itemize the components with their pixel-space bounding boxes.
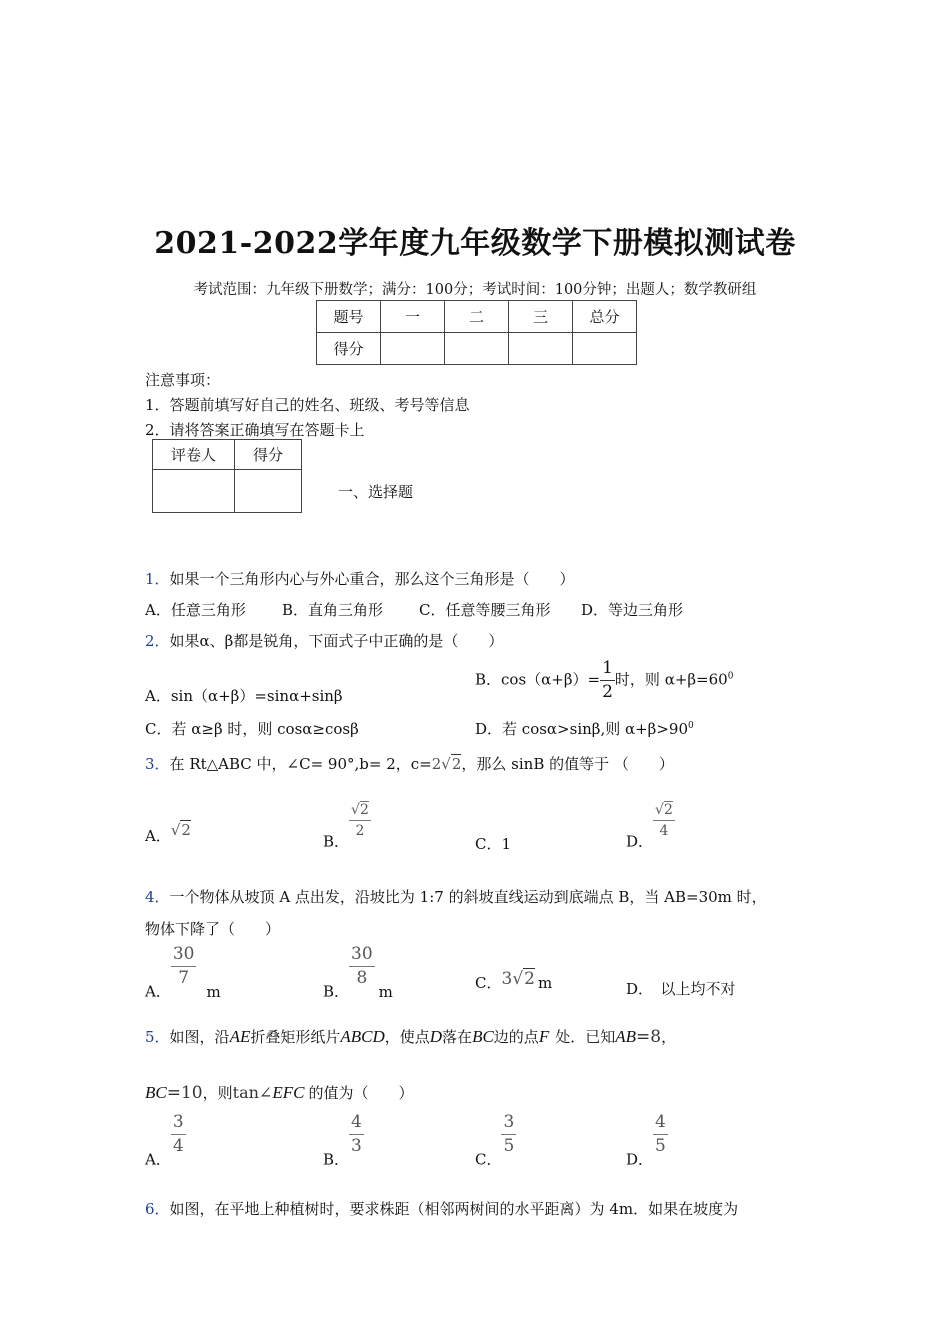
question-stem: 在 Rt△ABC 中，∠C= 90°,b= 2，c= [169,755,432,773]
fraction-denominator: 4 [172,1136,184,1156]
section-title: 一、选择题 [338,483,414,501]
option-text: 时，则 α+β=60 [614,670,728,689]
q4-option-b[interactable] [323,946,393,1002]
score-header-cell: 总分 [573,301,637,333]
question-stem: 如果一个三角形内心与外心重合，那么这个三角形是（ ） [169,570,575,588]
option-text: D．若 cosα>sinβ,则 α+β>90 [475,720,689,738]
superscript: 0 [727,671,734,682]
radicand: 2 [181,821,191,839]
question-stem: 一个物体从坡顶 A 点出发，沿坡比为 1:7 的斜坡直线运动到底端点 B，当 AB=30m 时， [169,888,767,906]
question-number: 6． [145,1200,170,1218]
note-item: 2．请将答案正确填写在答题卡上 [145,421,365,439]
q2-option-c[interactable]: C．若 α≥β 时，则 cosα≥cosβ [145,720,359,738]
fraction [349,1114,364,1155]
unit: m [378,982,393,1001]
option-text: B．cos（α+β）= [475,670,601,689]
fraction-numerator: 4 [653,1114,668,1135]
question-stem: 物体下降了（ ） [145,920,281,938]
math-value: =8 [636,1027,662,1047]
fraction-numerator [349,803,371,821]
fraction-numerator: 30 [349,946,375,967]
option-label: D． [626,1150,654,1169]
question-stem: 如图，沿 [169,1028,230,1046]
question-3 [145,753,674,774]
q3-option-b[interactable] [323,803,371,852]
fraction [349,803,371,838]
question-stem: 处．已知 [555,1028,616,1046]
question-number: 5． [145,1028,170,1046]
fraction [501,1114,516,1155]
fraction-denominator: 8 [356,968,368,988]
fraction [171,946,197,987]
sqrt-icon: √ [351,802,360,818]
option-label: B． [323,982,350,1001]
q3-option-a[interactable] [145,821,191,846]
q2-option-d[interactable] [475,718,694,739]
radicand: 2 [359,802,369,818]
fraction-denominator: 4 [659,823,669,839]
q5-option-d[interactable] [626,1114,668,1170]
q2-option-b[interactable] [475,660,733,701]
fraction [653,1114,668,1155]
q1-option-c[interactable]: C．任意等腰三角形 [419,601,551,619]
math-var: D [429,1027,443,1046]
question-number: 4． [145,888,170,906]
q1-option-a[interactable]: A．任意三角形 [145,601,246,619]
score-header-cell: 一 [381,301,445,333]
math-var: BC [472,1027,494,1046]
radicand: 2 [524,969,535,989]
fraction [600,660,615,701]
option-label: C． [475,974,502,992]
math-var: AB [615,1027,636,1046]
score-row-label: 得分 [317,333,381,365]
notes-heading: 注意事项： [145,371,221,389]
exam-info: 考试范围：九年级下册数学；满分：100分；考试时间：100分钟；出题人；数学教研组 [193,282,757,298]
q1-option-b[interactable]: B．直角三角形 [282,601,384,619]
question-6 [145,1198,738,1219]
fraction-numerator [653,803,675,821]
math-var: ABCD [340,1027,385,1046]
math-var: F [538,1027,550,1046]
option-label: C． [475,1150,502,1169]
fraction-numerator: 3 [501,1114,516,1135]
q5-option-a[interactable] [145,1114,186,1170]
q3-option-d[interactable] [626,803,675,852]
fraction [171,1114,186,1155]
radical-coefficient: 2 [431,755,442,773]
question-stem: ，那么 sinB 的值等于 （ ） [461,755,674,773]
score-cell[interactable] [573,333,637,365]
question-stem: 如图，在平地上种植树时，要求株距（相邻两树间的水平距离）为 4m．如果在坡度为 [169,1200,739,1218]
sqrt-icon: √ [512,969,524,989]
radical-expression [432,755,462,773]
option-label: B． [323,1150,350,1169]
q2-option-a[interactable]: A．sin（α+β）=sinα+sinβ [145,687,343,705]
fraction-numerator: 30 [171,946,197,967]
q4-option-d[interactable]: D． 以上均不对 [626,980,736,998]
math-var: AE [229,1027,251,1046]
fraction-denominator: 5 [503,1136,515,1156]
radicand: 2 [663,802,673,818]
sqrt-icon: √ [655,802,664,818]
fraction [349,946,375,987]
radicand: 2 [451,755,462,773]
question-stem: 的值为（ ） [308,1084,414,1102]
superscript: 0 [688,721,694,731]
q1-option-d[interactable]: D．等边三角形 [581,601,684,619]
question-stem: 折叠矩形纸片 [250,1028,341,1046]
math-var: EFC [272,1083,305,1102]
fraction-numerator: 1 [600,660,615,681]
unit: m [537,974,553,992]
fraction-denominator: 3 [351,1136,362,1156]
fraction [653,803,675,838]
q5-option-b[interactable] [323,1114,364,1170]
fraction-denominator: 2 [602,682,613,702]
grader-table [152,439,302,513]
note-item: 1．答题前填写好自己的姓名、班级、考号等信息 [145,396,470,414]
score-cell[interactable] [509,333,573,365]
question-2 [145,630,503,651]
question-stem: ，则 [202,1084,233,1102]
question-stem: ， [661,1028,677,1046]
option-label: D． [626,832,654,851]
sqrt-icon: √ [170,821,181,839]
q5-option-c[interactable] [475,1114,516,1170]
fraction-denominator: 7 [178,968,190,988]
score-header-cell: 二 [445,301,509,333]
grader-cell[interactable] [153,470,235,513]
score-header-cell: 三 [509,301,573,333]
score-table [316,300,637,365]
radical-expression [501,969,535,989]
q4-option-a[interactable] [145,946,221,1002]
question-1 [145,568,575,589]
option-label: B． [323,832,350,851]
question-stem: 边的点 [493,1028,539,1046]
math-var: BC [145,1083,167,1102]
fraction-numerator: 4 [349,1114,364,1135]
page-title: 2021-2022学年度九年级数学下册模拟测试卷 [154,226,796,261]
math-value: =10 [166,1083,203,1103]
q4-option-c[interactable] [475,969,553,993]
question-stem: 落在 [442,1028,473,1046]
question-number: 1． [145,570,170,588]
question-4 [145,886,767,907]
grader-cell[interactable] [235,470,302,513]
fraction-denominator: 2 [355,823,365,839]
option-label: A． [145,827,171,845]
question-number: 3． [145,755,170,773]
question-5-line2 [145,1082,413,1103]
question-stem: 如果α、β都是锐角，下面式子中正确的是（ ） [169,632,504,650]
score-cell[interactable] [445,333,509,365]
grader-header-cell: 得分 [235,440,302,470]
grader-header-cell: 评卷人 [153,440,235,470]
fraction-numerator: 3 [171,1114,186,1135]
option-label: A． [145,1150,171,1169]
question-stem: ，使点 [384,1028,430,1046]
score-header-cell: 题号 [317,301,381,333]
unit: m [206,982,221,1001]
question-number: 2． [145,632,170,650]
radical-coefficient: 3 [501,969,513,989]
math-function: tan∠ [232,1083,273,1102]
fraction-denominator: 5 [655,1136,666,1156]
option-label: A． [145,982,171,1001]
sqrt-icon: √ [441,755,451,773]
q3-option-c[interactable]: C．1 [475,835,512,853]
radical-expression [171,821,191,839]
question-5 [145,1026,676,1047]
score-cell[interactable] [381,333,445,365]
